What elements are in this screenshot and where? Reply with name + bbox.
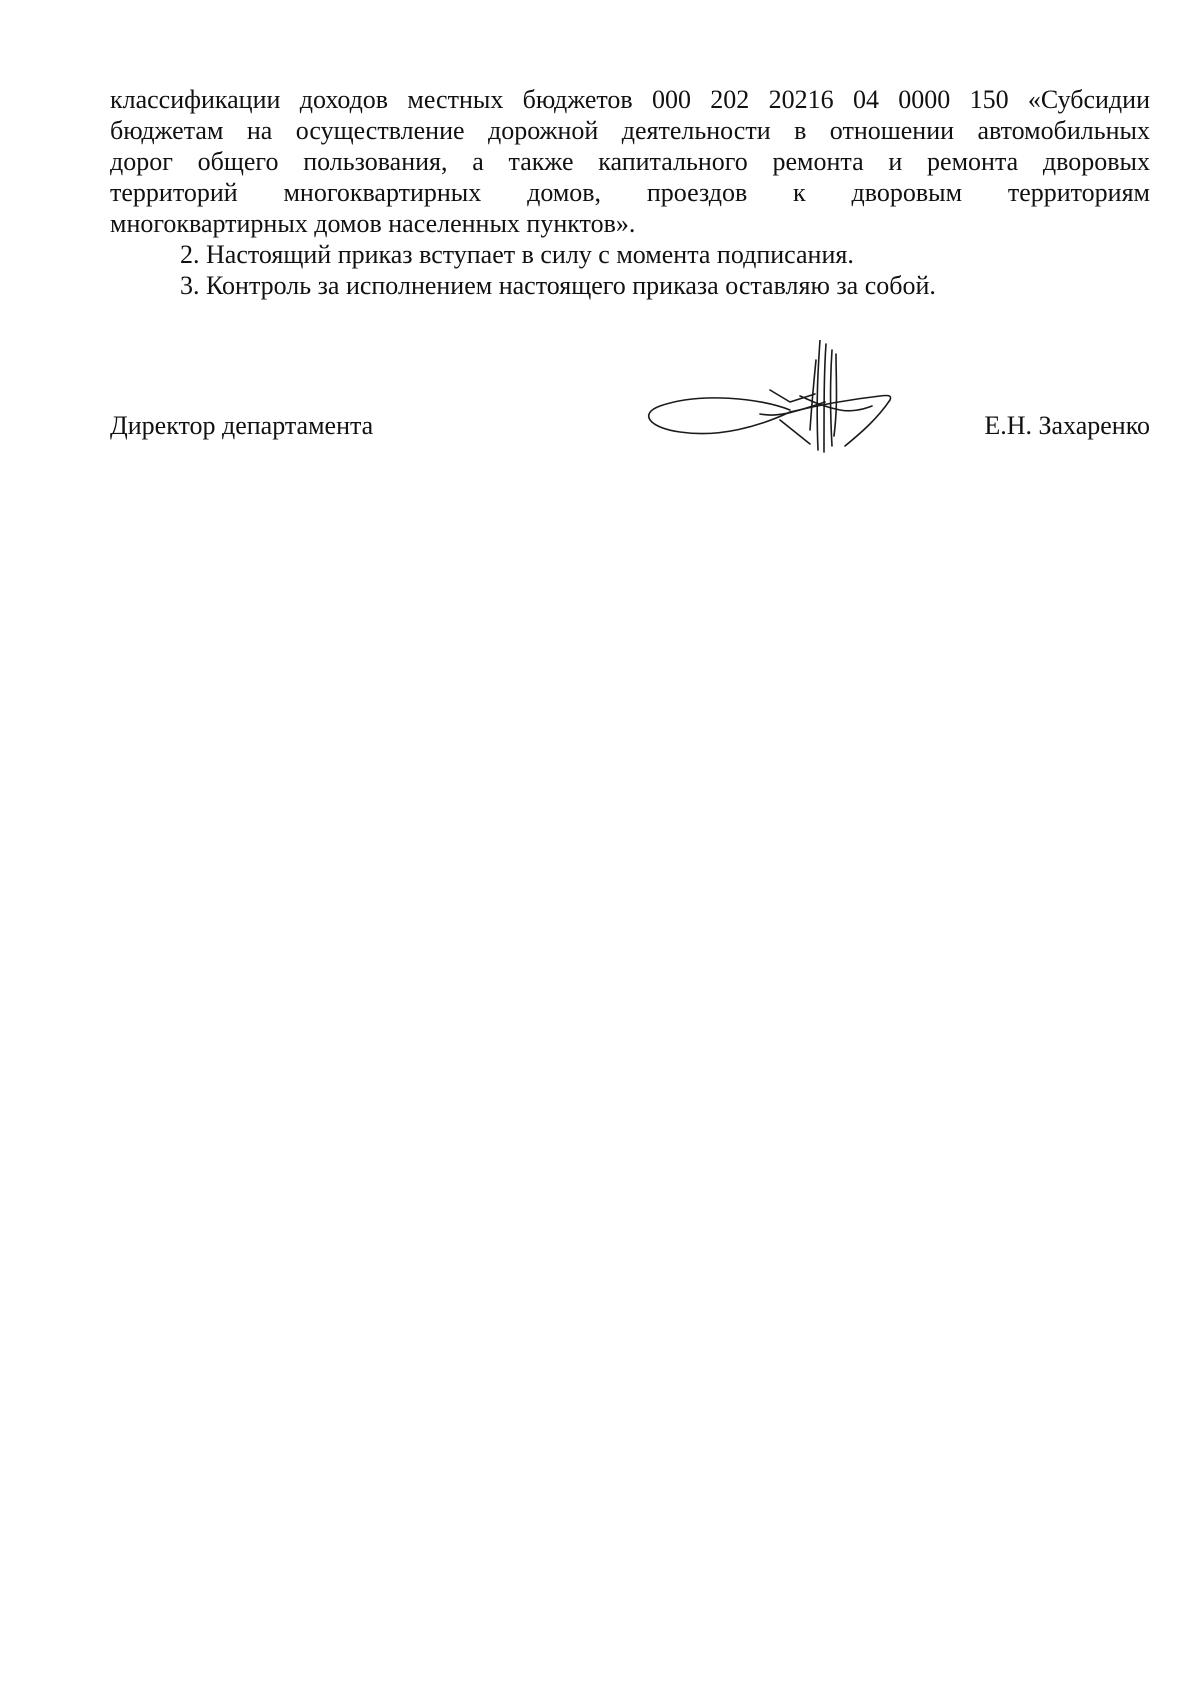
signature-block (110, 410, 1150, 450)
paragraph-line: территорий многоквартирных домов, проездов к дворовым территориям (110, 178, 1150, 207)
paragraph-line: бюджетам на осуществление дорожной деятельности в отношении автомобильных (110, 116, 1150, 145)
item-2: 2. Настоящий приказ вступает в силу с момента подписания. (180, 240, 854, 269)
paragraph-line: дорог общего пользования, а также капитального ремонта и ремонта дворовых (110, 147, 1150, 176)
paragraph-continuation (110, 84, 1150, 239)
document-body (110, 84, 1150, 301)
paragraph-line: многоквартирных домов населенных пунктов». (110, 209, 636, 238)
item-3: 3. Контроль за исполнением настоящего приказа оставляю за собой. (180, 271, 936, 300)
handwritten-signature (640, 340, 910, 480)
signer-name: Е.Н. Захаренко (984, 411, 1150, 440)
position-title: Директор департамента (110, 411, 374, 440)
paragraph-line: классификации доходов местных бюджетов 000 202 20216 04 0000 150 «Субсидии (110, 85, 1150, 114)
